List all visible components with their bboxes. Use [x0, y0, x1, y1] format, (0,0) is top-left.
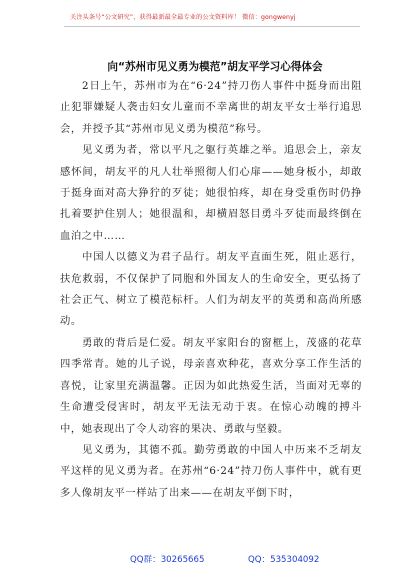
paragraph-2: 见义勇为者，常以平凡之躯行英雄之举。追思会上，亲友感怀间，胡友平的凡人壮举照彻人们心扉——她身板小，却敢于挺身面对高大狰狞的歹徒；她很怕疼，却在身受重伤时仍挣扎着要护住别人；她很温和，却横眉怒目勇斗歹徒而最终倒在血泊之中…… — [60, 144, 362, 242]
header-notice: 关注头条号“公文研究”，获得最新最全最专业的公文资料库！ 微信：gongwenyj — [70, 14, 296, 21]
document-title: 向“苏州市见义勇为模范”胡友平学习心得体会 — [107, 61, 323, 73]
document-body — [60, 76, 362, 504]
paragraph-5: 见义勇为，其德不孤。勤劳勇敢的中国人中历来不乏胡友平这样的见义勇为者。在苏州“6·24”持刀伤人事件中，就有更多人像胡友平一样站了出来——在胡友平倒下时， — [60, 443, 362, 499]
footer-qq-contact: QQ：535304092 — [248, 555, 320, 565]
footer — [70, 553, 360, 567]
paragraph-3: 中国人以德义为君子品行。胡友平直面生死，阻止恶行，扶危救弱，不仅保护了同胞和外国友人的生命安全，更弘扬了社会正气、树立了模范标杆。人们为胡友平的英勇和高尚所感动。 — [60, 251, 362, 328]
paragraph-4: 勇敢的背后是仁爱。胡友平家阳台的窗框上，茂盛的花草四季常青。她的儿子说，母亲喜欢种花，喜欢分享工作生活的喜悦，让家里充满温馨。正因为如此热爱生活，当面对无辜的生命遭受侵害时，胡友平无法无动于衷。在惊心动魄的搏斗中，她表现出了令人动容的果决、勇敢与坚毅。 — [60, 336, 362, 435]
footer-qq-group: QQ群：30265665 — [130, 555, 205, 565]
header-divider — [64, 26, 360, 27]
paragraph-1: 2日上午，苏州市为在“6·24”持刀伤人事件中挺身而出阻止犯罪嫌疑人袭击妇女儿童而不幸离世的胡友平女士举行追思会，并授予其“苏州市见义勇为模范”称号。 — [60, 80, 362, 135]
